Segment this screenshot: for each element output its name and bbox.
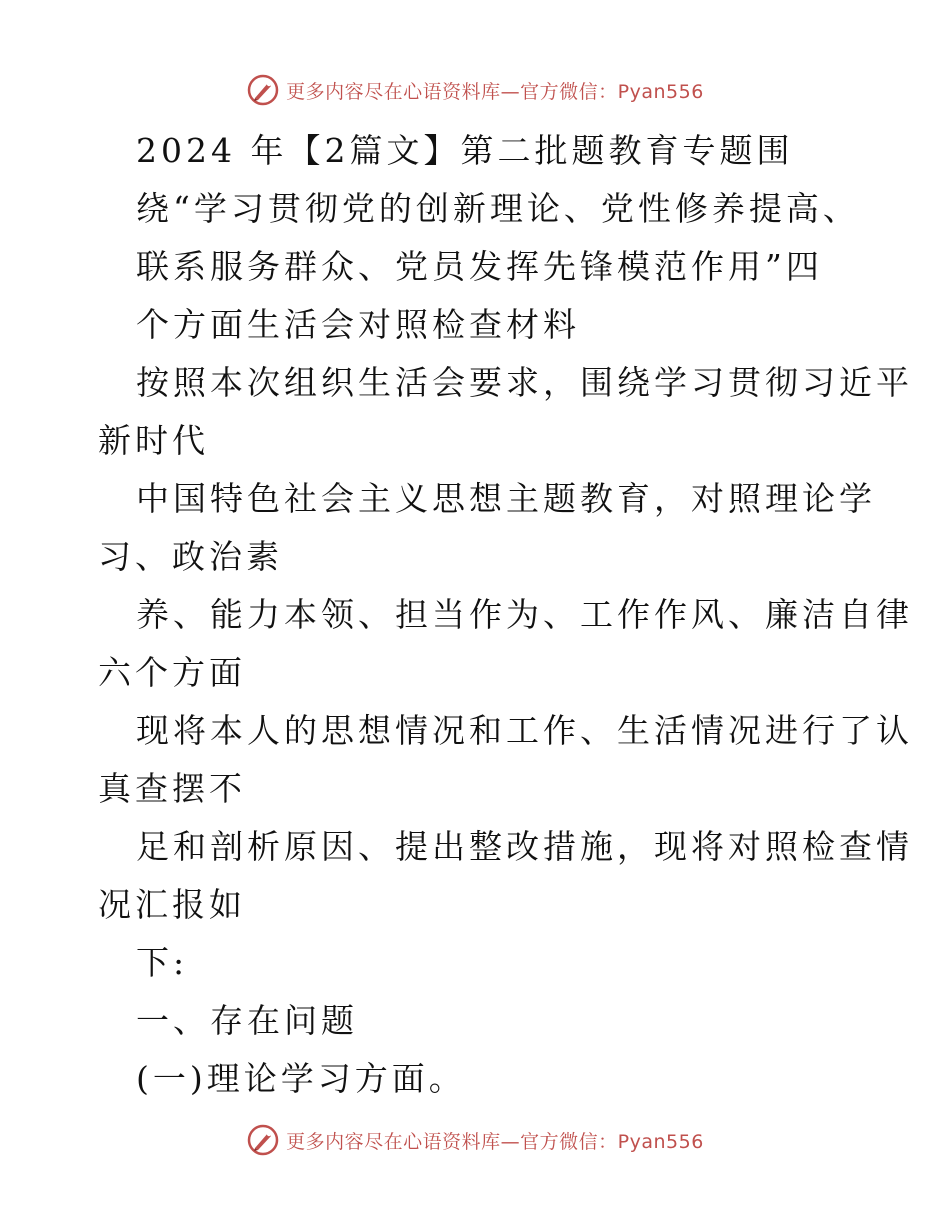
text-line: 现将本人的思想情况和工作、生活情况进行了认 (136, 711, 913, 750)
text-line: 习、政治素 (98, 537, 283, 576)
text-line: (一)理论学习方面。 (136, 1059, 466, 1098)
text-line: 中国特色社会主义思想主题教育，对照理论学 (136, 479, 876, 518)
text-line: 个方面生活会对照检查材料 (136, 305, 580, 344)
banner-text: 更多内容尽在心语资料库—官方微信：Pyan556 (286, 1130, 704, 1153)
text-line: 下: (136, 943, 189, 982)
text-line: 新时代 (98, 421, 209, 460)
text-line: 2024 年【2篇文】第二批题教育专题围 (136, 131, 794, 170)
banner-text: 更多内容尽在心语资料库—官方微信：Pyan556 (286, 80, 704, 103)
text-line: 一、存在问题 (136, 1001, 358, 1040)
text-line: 况汇报如 (98, 885, 246, 924)
pen-logo-icon (246, 1123, 280, 1157)
document-body (98, 122, 913, 1108)
text-line: 绕“学习贯彻党的创新理论、党性修养提高、 (136, 189, 860, 228)
header-banner (0, 68, 950, 112)
text-line: 养、能力本领、担当作为、工作作风、廉洁自律 (136, 595, 913, 634)
pen-logo-icon (246, 73, 280, 107)
text-line: 联系服务群众、党员发挥先锋模范作用”四 (136, 247, 823, 286)
text-line: 足和剖析原因、提出整改措施，现将对照检查情 (136, 827, 913, 866)
text-line: 真查摆不 (98, 769, 246, 808)
text-line: 按照本次组织生活会要求，围绕学习贯彻习近平 (136, 363, 913, 402)
footer-banner (0, 1118, 950, 1162)
text-line: 六个方面 (98, 653, 246, 692)
